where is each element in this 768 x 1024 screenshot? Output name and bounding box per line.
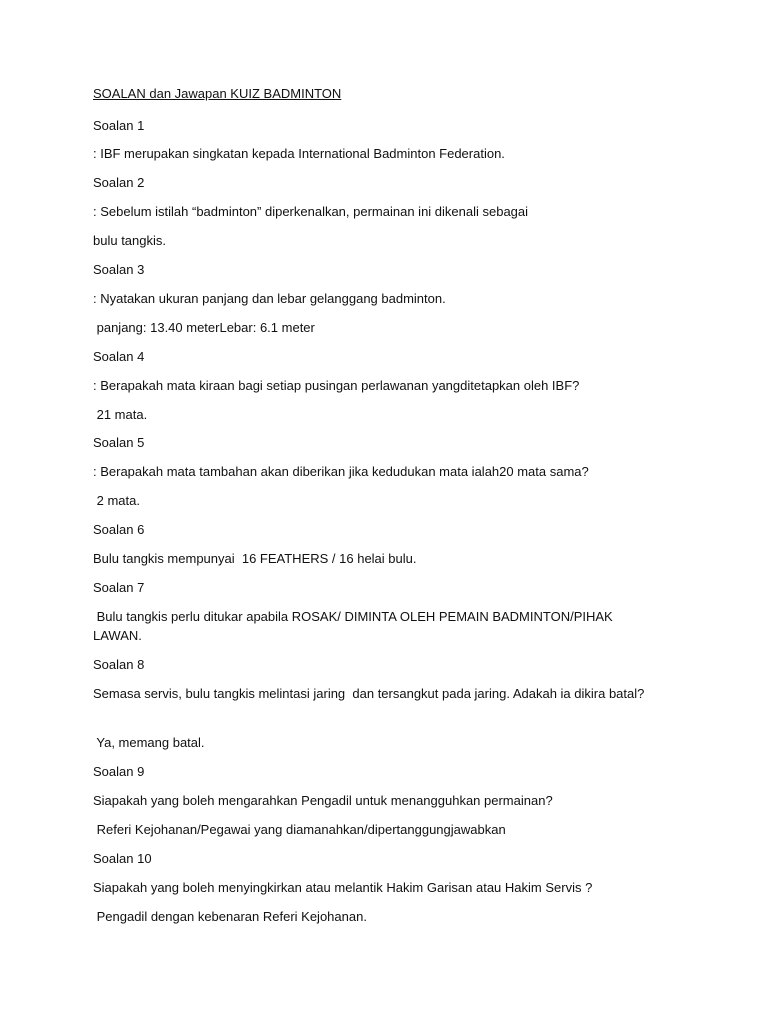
answer-text-9: Referi Kejohanan/Pegawai yang diamanahkan/dipertanggungjawabkan [93,822,506,837]
question-label-3: Soalan 3 [93,262,145,277]
question-text-4: : Berapakah mata kiraan bagi setiap pusingan perlawanan yangditetapkan oleh IBF? [93,378,580,393]
question-text-1: : IBF merupakan singkatan kepada International Badminton Federation. [93,146,505,161]
question-text-3: : Nyatakan ukuran panjang dan lebar gelanggang badminton. [93,291,446,306]
question-label-6: Soalan 6 [93,522,145,537]
answer-text-3: panjang: 13.40 meterLebar: 6.1 meter [93,320,315,335]
answer-text-2: bulu tangkis. [93,233,166,248]
question-text-9: Siapakah yang boleh mengarahkan Pengadil untuk menangguhkan permainan? [93,793,553,808]
answer-text-5: 2 mata. [93,493,140,508]
question-label-5: Soalan 5 [93,435,145,450]
question-label-9: Soalan 9 [93,764,145,779]
question-label-10: Soalan 10 [93,851,152,866]
question-text-2: : Sebelum istilah “badminton” diperkenalkan, permainan ini dikenali sebagai [93,204,529,219]
question-label-1: Soalan 1 [93,118,145,133]
question-label-7: Soalan 7 [93,580,145,595]
question-text-7: Bulu tangkis perlu ditukar apabila ROSAK/ DIMINTA OLEH PEMAIN BADMINTON/PIHAK LAWAN. [93,609,617,643]
answer-text-4: 21 mata. [93,407,148,422]
question-text-10: Siapakah yang boleh menyingkirkan atau melantik Hakim Garisan atau Hakim Servis ? [93,880,593,895]
document-title: SOALAN dan Jawapan KUIZ BADMINTON [93,86,342,101]
answer-text-10: Pengadil dengan kebenaran Referi Kejohanan. [93,909,367,924]
question-label-4: Soalan 4 [93,349,145,364]
question-text-5: : Berapakah mata tambahan akan diberikan jika kedudukan mata ialah20 mata sama? [93,464,589,479]
question-text-6: Bulu tangkis mempunyai 16 FEATHERS / 16 helai bulu. [93,551,417,566]
question-label-8: Soalan 8 [93,657,145,672]
question-text-8: Semasa servis, bulu tangkis melintasi jaring dan tersangkut pada jaring. Adakah ia dikira batal? [93,686,645,701]
answer-text-8: Ya, memang batal. [93,735,205,750]
question-label-2: Soalan 2 [93,175,145,190]
